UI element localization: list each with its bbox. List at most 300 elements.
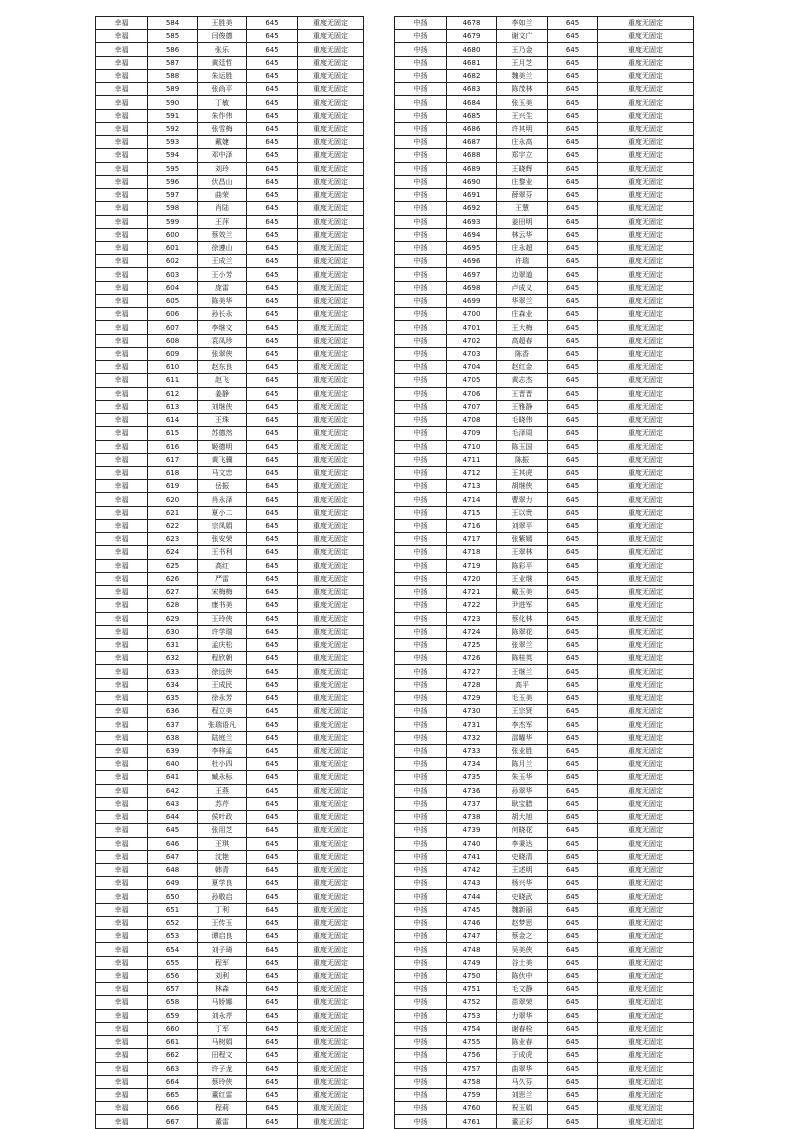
table-row	[395, 877, 694, 890]
name-cell: 徐永芳	[198, 691, 247, 704]
name-cell: 刘思兰	[497, 1088, 548, 1101]
name-cell: 张业胜	[497, 744, 548, 757]
table-row	[96, 943, 364, 956]
status-cell: 重度无固定	[298, 427, 364, 440]
score-cell: 645	[247, 824, 298, 837]
score-cell: 645	[548, 493, 598, 506]
status-cell: 重度无固定	[598, 281, 694, 294]
region-cell: 中扬	[395, 665, 447, 678]
region-cell: 幸福	[96, 466, 148, 479]
score-cell: 645	[548, 930, 598, 943]
status-cell: 重度无固定	[598, 83, 694, 96]
status-cell: 重度无固定	[598, 374, 694, 387]
name-cell: 邵曜华	[497, 731, 548, 744]
number-cell: 4697	[447, 268, 497, 281]
number-cell: 621	[148, 506, 198, 519]
number-cell: 4752	[447, 996, 497, 1009]
score-cell: 645	[247, 771, 298, 784]
table-row	[395, 17, 694, 30]
table-row	[96, 43, 364, 56]
region-cell: 幸福	[96, 493, 148, 506]
name-cell: 祝玉娟	[497, 1102, 548, 1115]
number-cell: 605	[148, 294, 198, 307]
status-cell: 重度无固定	[298, 361, 364, 374]
name-cell: 魏新丽	[497, 903, 548, 916]
status-cell: 重度无固定	[298, 1115, 364, 1128]
name-cell: 史晓清	[497, 850, 548, 863]
score-cell: 645	[548, 797, 598, 810]
score-cell: 645	[548, 268, 598, 281]
region-cell: 中扬	[395, 30, 447, 43]
table-row	[96, 347, 364, 360]
table-row	[395, 202, 694, 215]
region-cell: 中扬	[395, 639, 447, 652]
region-cell: 幸福	[96, 850, 148, 863]
status-cell: 重度无固定	[598, 215, 694, 228]
name-cell: 王雅静	[497, 400, 548, 413]
region-cell: 中扬	[395, 718, 447, 731]
score-cell: 645	[247, 427, 298, 440]
table-row	[395, 400, 694, 413]
table-row	[395, 546, 694, 559]
status-cell: 重度无固定	[298, 1088, 364, 1101]
status-cell: 重度无固定	[298, 453, 364, 466]
status-cell: 重度无固定	[598, 718, 694, 731]
region-cell: 中扬	[395, 731, 447, 744]
region-cell: 中扬	[395, 1009, 447, 1022]
name-cell: 边翠道	[497, 268, 548, 281]
number-cell: 602	[148, 255, 198, 268]
name-cell: 高超春	[497, 334, 548, 347]
score-cell: 645	[247, 1062, 298, 1075]
score-cell: 645	[548, 109, 598, 122]
name-cell: 于成虎	[497, 1049, 548, 1062]
score-cell: 645	[548, 599, 598, 612]
number-cell: 4712	[447, 466, 497, 479]
number-cell: 631	[148, 639, 198, 652]
name-cell: 高平	[497, 678, 548, 691]
number-cell: 630	[148, 625, 198, 638]
status-cell: 重度无固定	[598, 890, 694, 903]
status-cell: 重度无固定	[298, 1036, 364, 1049]
name-cell: 马娇娜	[198, 996, 247, 1009]
score-cell: 645	[247, 811, 298, 824]
score-cell: 645	[548, 361, 598, 374]
status-cell: 重度无固定	[298, 136, 364, 149]
table-row	[395, 811, 694, 824]
status-cell: 重度无固定	[298, 122, 364, 135]
table-row	[96, 374, 364, 387]
table-row	[96, 440, 364, 453]
status-cell: 重度无固定	[298, 586, 364, 599]
table-row	[395, 96, 694, 109]
status-cell: 重度无固定	[598, 572, 694, 585]
name-cell: 王翠林	[497, 546, 548, 559]
region-cell: 幸福	[96, 758, 148, 771]
number-cell: 4700	[447, 308, 497, 321]
status-cell: 重度无固定	[298, 414, 364, 427]
table-row	[96, 281, 364, 294]
table-row	[96, 691, 364, 704]
name-cell: 陈伏中	[497, 969, 548, 982]
name-cell: 庄黎业	[497, 175, 548, 188]
table-row	[96, 956, 364, 969]
name-cell: 卢成义	[497, 281, 548, 294]
number-cell: 611	[148, 374, 198, 387]
region-cell: 中扬	[395, 519, 447, 532]
region-cell: 中扬	[395, 255, 447, 268]
table-row	[96, 877, 364, 890]
score-cell: 645	[548, 334, 598, 347]
name-cell: 宋梅梅	[198, 586, 247, 599]
table-row	[96, 784, 364, 797]
status-cell: 重度无固定	[298, 691, 364, 704]
right-roster-table	[394, 16, 694, 1129]
name-cell: 张翠侠	[198, 347, 247, 360]
region-cell: 幸福	[96, 824, 148, 837]
name-cell: 闫俊德	[198, 30, 247, 43]
status-cell: 重度无固定	[598, 943, 694, 956]
number-cell: 658	[148, 996, 198, 1009]
table-row	[96, 1049, 364, 1062]
name-cell: 王胜美	[198, 17, 247, 30]
region-cell: 幸福	[96, 122, 148, 135]
region-cell: 幸福	[96, 440, 148, 453]
name-cell: 李梓孟	[198, 744, 247, 757]
region-cell: 中扬	[395, 996, 447, 1009]
region-cell: 幸福	[96, 864, 148, 877]
score-cell: 645	[548, 149, 598, 162]
status-cell: 重度无固定	[598, 109, 694, 122]
status-cell: 重度无固定	[598, 519, 694, 532]
score-cell: 645	[247, 136, 298, 149]
region-cell: 幸福	[96, 136, 148, 149]
table-row	[395, 797, 694, 810]
status-cell: 重度无固定	[298, 1049, 364, 1062]
status-cell: 重度无固定	[298, 983, 364, 996]
table-row	[96, 69, 364, 82]
number-cell: 4682	[447, 69, 497, 82]
table-row	[395, 705, 694, 718]
name-cell: 曹翠力	[497, 493, 548, 506]
number-cell: 594	[148, 149, 198, 162]
status-cell: 重度无固定	[598, 466, 694, 479]
score-cell: 645	[548, 837, 598, 850]
region-cell: 幸福	[96, 56, 148, 69]
name-cell: 王玲侠	[198, 612, 247, 625]
status-cell: 重度无固定	[598, 916, 694, 929]
table-row	[395, 281, 694, 294]
table-row	[395, 241, 694, 254]
region-cell: 幸福	[96, 361, 148, 374]
number-cell: 617	[148, 453, 198, 466]
number-cell: 637	[148, 718, 198, 731]
name-cell: 徐远侠	[198, 665, 247, 678]
score-cell: 645	[247, 268, 298, 281]
name-cell: 刘玲	[198, 162, 247, 175]
name-cell: 戴玉美	[497, 586, 548, 599]
name-cell: 黄廷哲	[198, 56, 247, 69]
score-cell: 645	[247, 784, 298, 797]
score-cell: 645	[247, 599, 298, 612]
region-cell: 幸福	[96, 744, 148, 757]
region-cell: 中扬	[395, 347, 447, 360]
name-cell: 宗凤娟	[198, 519, 247, 532]
number-cell: 599	[148, 215, 198, 228]
region-cell: 幸福	[96, 109, 148, 122]
number-cell: 634	[148, 678, 198, 691]
number-cell: 636	[148, 705, 198, 718]
number-cell: 638	[148, 731, 198, 744]
score-cell: 645	[548, 625, 598, 638]
status-cell: 重度无固定	[298, 599, 364, 612]
name-cell: 王乃金	[497, 43, 548, 56]
name-cell: 董红雷	[198, 1088, 247, 1101]
number-cell: 633	[148, 665, 198, 678]
score-cell: 645	[247, 1036, 298, 1049]
status-cell: 重度无固定	[298, 347, 364, 360]
score-cell: 645	[247, 559, 298, 572]
region-cell: 中扬	[395, 83, 447, 96]
name-cell: 岳振	[198, 480, 247, 493]
number-cell: 4723	[447, 612, 497, 625]
score-cell: 645	[548, 1062, 598, 1075]
name-cell: 蔡金之	[497, 930, 548, 943]
name-cell: 王晓辉	[497, 162, 548, 175]
status-cell: 重度无固定	[598, 811, 694, 824]
table-row	[96, 599, 364, 612]
status-cell: 重度无固定	[298, 903, 364, 916]
status-cell: 重度无固定	[298, 175, 364, 188]
score-cell: 645	[247, 281, 298, 294]
name-cell: 郑宇立	[497, 149, 548, 162]
region-cell: 中扬	[395, 559, 447, 572]
number-cell: 4749	[447, 956, 497, 969]
region-cell: 中扬	[395, 308, 447, 321]
number-cell: 664	[148, 1075, 198, 1088]
name-cell: 刘利	[198, 969, 247, 982]
table-row	[395, 228, 694, 241]
table-row	[96, 811, 364, 824]
number-cell: 4734	[447, 758, 497, 771]
region-cell: 中扬	[395, 678, 447, 691]
region-cell: 幸福	[96, 797, 148, 810]
region-cell: 幸福	[96, 241, 148, 254]
score-cell: 645	[247, 705, 298, 718]
name-cell: 陈桂英	[497, 652, 548, 665]
region-cell: 幸福	[96, 83, 148, 96]
score-cell: 645	[247, 625, 298, 638]
region-cell: 中扬	[395, 916, 447, 929]
score-cell: 645	[247, 797, 298, 810]
score-cell: 645	[548, 374, 598, 387]
table-row	[395, 43, 694, 56]
region-cell: 中扬	[395, 691, 447, 704]
status-cell: 重度无固定	[598, 546, 694, 559]
table-row	[395, 625, 694, 638]
region-cell: 中扬	[395, 136, 447, 149]
name-cell: 谢文广	[497, 30, 548, 43]
number-cell: 4708	[447, 414, 497, 427]
number-cell: 4737	[447, 797, 497, 810]
region-cell: 中扬	[395, 877, 447, 890]
number-cell: 597	[148, 189, 198, 202]
region-cell: 中扬	[395, 480, 447, 493]
number-cell: 4741	[447, 850, 497, 863]
region-cell: 幸福	[96, 334, 148, 347]
table-row	[96, 414, 364, 427]
region-cell: 幸福	[96, 903, 148, 916]
score-cell: 645	[548, 850, 598, 863]
name-cell: 王宗贤	[497, 705, 548, 718]
table-row	[96, 30, 364, 43]
number-cell: 652	[148, 916, 198, 929]
status-cell: 重度无固定	[598, 189, 694, 202]
number-cell: 4722	[447, 599, 497, 612]
region-cell: 中扬	[395, 506, 447, 519]
table-row	[395, 427, 694, 440]
name-cell: 史晓武	[497, 890, 548, 903]
score-cell: 645	[548, 400, 598, 413]
status-cell: 重度无固定	[298, 466, 364, 479]
status-cell: 重度无固定	[598, 969, 694, 982]
region-cell: 中扬	[395, 890, 447, 903]
name-cell: 朱玉华	[497, 771, 548, 784]
status-cell: 重度无固定	[298, 864, 364, 877]
table-row	[395, 572, 694, 585]
region-cell: 幸福	[96, 559, 148, 572]
status-cell: 重度无固定	[298, 96, 364, 109]
table-row	[96, 771, 364, 784]
table-row	[395, 930, 694, 943]
number-cell: 4707	[447, 400, 497, 413]
status-cell: 重度无固定	[598, 43, 694, 56]
table-row	[395, 1062, 694, 1075]
number-cell: 4748	[447, 943, 497, 956]
table-row	[395, 599, 694, 612]
name-cell: 杜小四	[198, 758, 247, 771]
region-cell: 幸福	[96, 43, 148, 56]
number-cell: 4691	[447, 189, 497, 202]
number-cell: 4684	[447, 96, 497, 109]
name-cell: 程立美	[198, 705, 247, 718]
name-cell: 丁利	[198, 903, 247, 916]
table-row	[96, 400, 364, 413]
score-cell: 645	[548, 612, 598, 625]
number-cell: 4686	[447, 122, 497, 135]
table-row	[395, 189, 694, 202]
name-cell: 陈业春	[497, 1036, 548, 1049]
table-row	[96, 864, 364, 877]
table-row	[395, 996, 694, 1009]
score-cell: 645	[247, 400, 298, 413]
region-cell: 中扬	[395, 1022, 447, 1035]
region-cell: 幸福	[96, 308, 148, 321]
status-cell: 重度无固定	[298, 705, 364, 718]
table-row	[96, 850, 364, 863]
table-row	[395, 136, 694, 149]
number-cell: 666	[148, 1102, 198, 1115]
region-cell: 幸福	[96, 546, 148, 559]
name-cell: 戴婕	[198, 136, 247, 149]
table-row	[96, 837, 364, 850]
score-cell: 645	[548, 215, 598, 228]
number-cell: 4736	[447, 784, 497, 797]
status-cell: 重度无固定	[298, 930, 364, 943]
table-row	[96, 1036, 364, 1049]
number-cell: 4760	[447, 1102, 497, 1115]
status-cell: 重度无固定	[598, 347, 694, 360]
name-cell: 刘永芹	[198, 1009, 247, 1022]
region-cell: 中扬	[395, 572, 447, 585]
region-cell: 中扬	[395, 400, 447, 413]
table-row	[96, 559, 364, 572]
status-cell: 重度无固定	[298, 202, 364, 215]
status-cell: 重度无固定	[298, 480, 364, 493]
name-cell: 董雷	[198, 1115, 247, 1128]
region-cell: 中扬	[395, 334, 447, 347]
table-row	[96, 731, 364, 744]
status-cell: 重度无固定	[598, 96, 694, 109]
status-cell: 重度无固定	[298, 969, 364, 982]
region-cell: 幸福	[96, 69, 148, 82]
number-cell: 4715	[447, 506, 497, 519]
status-cell: 重度无固定	[598, 731, 694, 744]
table-row	[96, 758, 364, 771]
name-cell: 胡大旭	[497, 811, 548, 824]
table-row	[96, 255, 364, 268]
number-cell: 4706	[447, 387, 497, 400]
score-cell: 645	[548, 414, 598, 427]
status-cell: 重度无固定	[298, 943, 364, 956]
score-cell: 645	[548, 321, 598, 334]
number-cell: 643	[148, 797, 198, 810]
number-cell: 623	[148, 533, 198, 546]
table-row	[96, 639, 364, 652]
number-cell: 4710	[447, 440, 497, 453]
name-cell: 朱作伟	[198, 109, 247, 122]
table-row	[96, 1022, 364, 1035]
status-cell: 重度无固定	[298, 255, 364, 268]
score-cell: 645	[548, 533, 598, 546]
number-cell: 598	[148, 202, 198, 215]
status-cell: 重度无固定	[598, 1022, 694, 1035]
score-cell: 645	[247, 1102, 298, 1115]
region-cell: 中扬	[395, 414, 447, 427]
name-cell: 蔡化林	[497, 612, 548, 625]
status-cell: 重度无固定	[298, 996, 364, 1009]
name-cell: 魏美兰	[497, 69, 548, 82]
table-row	[96, 387, 364, 400]
table-row	[96, 202, 364, 215]
status-cell: 重度无固定	[298, 1075, 364, 1088]
number-cell: 4740	[447, 837, 497, 850]
score-cell: 645	[548, 705, 598, 718]
number-cell: 616	[148, 440, 198, 453]
name-cell: 王书利	[198, 546, 247, 559]
score-cell: 645	[548, 480, 598, 493]
status-cell: 重度无固定	[598, 625, 694, 638]
number-cell: 596	[148, 175, 198, 188]
name-cell: 田程文	[198, 1049, 247, 1062]
table-row	[395, 109, 694, 122]
status-cell: 重度无固定	[598, 533, 694, 546]
name-cell: 庄永高	[497, 136, 548, 149]
table-row	[395, 943, 694, 956]
name-cell: 曲荣	[198, 189, 247, 202]
region-cell: 幸福	[96, 149, 148, 162]
name-cell: 臧永标	[198, 771, 247, 784]
